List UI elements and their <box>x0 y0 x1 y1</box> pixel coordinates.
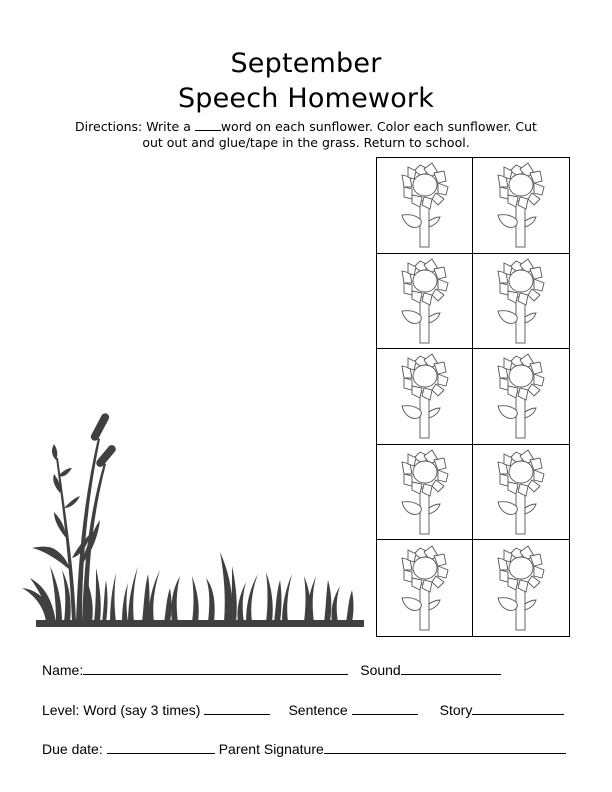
name-field[interactable] <box>83 660 348 675</box>
directions-text-line2: out out and glue/tape in the grass. Return to school. <box>142 135 470 150</box>
sunflower-cell <box>377 445 473 541</box>
story-label: Story <box>439 702 473 718</box>
form-row-due-signature <box>42 739 566 758</box>
sunflower-icon <box>394 352 456 440</box>
parent-signature-label: Parent Signature <box>218 741 324 757</box>
sunflower-cell <box>473 540 569 636</box>
sunflower-icon <box>490 161 552 249</box>
sunflower-icon <box>490 544 552 632</box>
sound-blank <box>195 120 221 131</box>
sound-label: Sound <box>360 662 401 678</box>
sentence-field[interactable] <box>352 700 418 715</box>
directions <box>40 119 572 151</box>
level-word-label: Level: Word (say 3 times) <box>42 702 201 718</box>
sunflower-cell <box>377 254 473 350</box>
story-field[interactable] <box>472 700 564 715</box>
sentence-label: Sentence <box>288 702 348 718</box>
sunflower-icon <box>394 257 456 345</box>
form-row-level <box>42 700 564 719</box>
sunflower-cell <box>377 158 473 254</box>
page-title-line1: September <box>230 48 382 79</box>
sunflower-grid <box>376 157 570 637</box>
sunflower-cell <box>377 540 473 636</box>
sunflower-icon <box>394 448 456 536</box>
sound-field[interactable] <box>401 660 501 675</box>
sunflower-icon <box>490 352 552 440</box>
sunflower-icon <box>490 448 552 536</box>
parent-signature-field[interactable] <box>324 739 566 754</box>
due-date-label: Due date: <box>42 741 103 757</box>
sunflower-cell <box>473 254 569 350</box>
directions-text-start: Directions: Write a <box>75 119 195 134</box>
sunflower-icon <box>490 257 552 345</box>
sunflower-cell <box>473 445 569 541</box>
sunflower-icon <box>394 544 456 632</box>
grass-cattail-silhouette-icon <box>20 398 370 630</box>
directions-text-end: word on each sunflower. Color each sunflower. Cut <box>220 119 537 134</box>
page-title-line2: Speech Homework <box>177 83 435 114</box>
sunflower-cell <box>377 349 473 445</box>
name-label: Name: <box>42 662 84 678</box>
form-row-name-sound <box>42 660 501 679</box>
sunflower-cell <box>473 349 569 445</box>
sunflower-cell <box>473 158 569 254</box>
due-date-field[interactable] <box>107 739 215 754</box>
word-field[interactable] <box>204 700 270 715</box>
sunflower-icon <box>394 161 456 249</box>
